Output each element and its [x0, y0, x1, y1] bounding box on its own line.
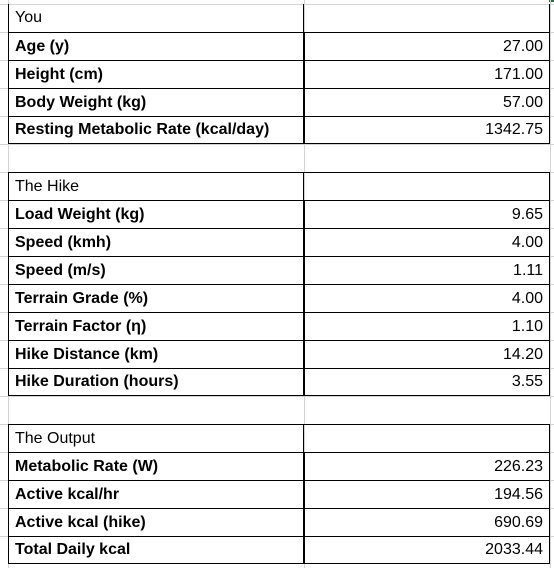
data-row: [0, 480, 554, 508]
section-title-row: [0, 4, 554, 32]
empty-cell[interactable]: [304, 172, 550, 200]
row-label-cell[interactable]: Terrain Factor (η): [8, 312, 304, 340]
row-label-cell[interactable]: Resting Metabolic Rate (kcal/day): [8, 116, 304, 144]
data-row: [0, 508, 554, 536]
data-row: [0, 200, 554, 228]
row-label-cell[interactable]: Total Daily kcal: [8, 536, 304, 564]
data-row: [0, 536, 554, 564]
empty-cell[interactable]: [8, 144, 304, 172]
empty-cell[interactable]: [304, 144, 550, 172]
row-value-cell[interactable]: 1.11: [304, 256, 550, 284]
row-label-cell[interactable]: Speed (m/s): [8, 256, 304, 284]
section-title-row: [0, 172, 554, 200]
row-label-cell[interactable]: Hike Duration (hours): [8, 368, 304, 396]
row-label-cell[interactable]: Active kcal (hike): [8, 508, 304, 536]
row-label-cell[interactable]: Hike Distance (km): [8, 340, 304, 368]
row-label-cell[interactable]: Terrain Grade (%): [8, 284, 304, 312]
data-row: [0, 256, 554, 284]
row-value-cell[interactable]: 194.56: [304, 480, 550, 508]
section-title-cell[interactable]: The Hike: [8, 172, 304, 200]
row-value-cell[interactable]: 226.23: [304, 452, 550, 480]
row-value-cell[interactable]: 2033.44: [304, 536, 550, 564]
row-value-cell[interactable]: 14.20: [304, 340, 550, 368]
section-title-cell[interactable]: You: [8, 4, 304, 32]
data-row: [0, 60, 554, 88]
empty-row: [0, 396, 554, 424]
row-value-cell[interactable]: 1342.75: [304, 116, 550, 144]
empty-cell[interactable]: [304, 424, 550, 452]
empty-cell[interactable]: [304, 396, 550, 424]
row-label-cell[interactable]: Load Weight (kg): [8, 200, 304, 228]
row-value-cell[interactable]: 9.65: [304, 200, 550, 228]
data-row: [0, 284, 554, 312]
row-label-cell[interactable]: Height (cm): [8, 60, 304, 88]
empty-row: [0, 144, 554, 172]
row-label-cell[interactable]: Speed (kmh): [8, 228, 304, 256]
data-row: [0, 32, 554, 60]
row-value-cell[interactable]: 3.55: [304, 368, 550, 396]
row-label-cell[interactable]: Metabolic Rate (W): [8, 452, 304, 480]
empty-cell[interactable]: [304, 4, 550, 32]
section-title-row: [0, 424, 554, 452]
data-row: [0, 116, 554, 144]
empty-cell[interactable]: [8, 396, 304, 424]
row-value-cell[interactable]: 4.00: [304, 228, 550, 256]
data-row: [0, 452, 554, 480]
data-row: [0, 88, 554, 116]
data-row: [0, 312, 554, 340]
row-value-cell[interactable]: 690.69: [304, 508, 550, 536]
row-value-cell[interactable]: 1.10: [304, 312, 550, 340]
data-row: [0, 368, 554, 396]
row-value-cell[interactable]: 171.00: [304, 60, 550, 88]
section-title-cell[interactable]: The Output: [8, 424, 304, 452]
data-row: [0, 340, 554, 368]
row-value-cell[interactable]: 57.00: [304, 88, 550, 116]
row-value-cell[interactable]: 4.00: [304, 284, 550, 312]
row-label-cell[interactable]: Age (y): [8, 32, 304, 60]
row-label-cell[interactable]: Body Weight (kg): [8, 88, 304, 116]
row-value-cell[interactable]: 27.00: [304, 32, 550, 60]
row-label-cell[interactable]: Active kcal/hr: [8, 480, 304, 508]
data-row: [0, 228, 554, 256]
